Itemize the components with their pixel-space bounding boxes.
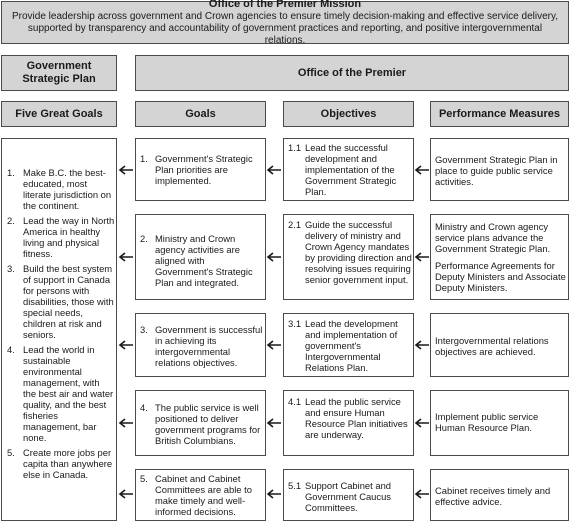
goal-number: 2. [140,233,148,244]
measure-box-3 [430,313,569,377]
arrow-left-icon [118,165,134,175]
objective-box-4 [283,390,414,456]
objective-text: Guide the successful delivery of ministry and Crown Agency mandates by providing direction and resolving issues requiring senior government input. [305,219,412,285]
goal-text: The public service is well positioned to deliver government programs for British Columbians. [155,402,261,446]
objective-number: 4.1 [288,396,302,407]
goal-box-1 [135,138,266,201]
objective-number: 5.1 [288,480,302,491]
goal-box-2 [135,214,266,300]
arrow-left-icon [118,418,134,428]
goal-number: 4. [140,402,148,413]
objectives-header [283,101,414,127]
five-goal-item [7,215,115,259]
objective-text: Lead the development and implementation of government's Intergovernmental Relations Plan. [305,318,398,373]
goal-text: Ministry and Crown agency activities are aligned with Government's Strategic Plan and integrated. [155,233,253,288]
five-great-goals-box [1,138,117,521]
objective-item [288,219,412,285]
objective-item [288,396,412,440]
mission-box [1,1,569,44]
five-goal-number: 1. [7,167,15,178]
goal-item [140,324,264,368]
objective-number: 1.1 [288,142,302,153]
goal-item [140,233,264,288]
strategic-plan-label: Government Strategic Plan [22,60,96,85]
office-header [135,55,569,91]
measures-header [430,101,569,127]
arrow-left-icon [118,340,134,350]
measure-text: Government Strategic Plan in place to guide public service activities. [435,154,558,187]
mission-title: Office of the Premier Mission [208,0,362,10]
objective-text: Lead the public service and ensure Human Resource Plan initiatives are underway. [305,396,408,440]
five-goal-item [7,167,115,211]
measure-box-1 [430,138,569,201]
arrow-left-icon [414,165,430,175]
arrow-left-icon [414,489,430,499]
goal-text: Cabinet and Cabinet Committees are able to make timely and well-informed decisions. [155,473,252,517]
strategic-plan-header [1,55,117,91]
five-goal-item [7,344,115,443]
arrow-left-icon [266,165,282,175]
objective-box-1 [283,138,414,201]
arrow-left-icon [266,418,282,428]
five-goal-text: Make B.C. the best-educated, most literate jurisdiction on the continent. [23,167,112,211]
measure-text: Ministry and Crown agency service plans advance the Government Strategic Plan. [435,221,551,254]
goal-text: Government is successful in achieving its intergovernmental relations objectives. [155,324,263,368]
goal-number: 1. [140,153,148,164]
objective-number: 2.1 [288,219,302,230]
five-goal-text: Create more jobs per capita than anywhere else in Canada. [23,447,113,480]
goal-item [140,473,264,517]
five-goal-item [7,447,115,480]
five-goal-number: 5. [7,447,15,458]
arrow-left-icon [266,340,282,350]
goals-label: Goals [185,107,216,120]
measure-text: Performance Agreements for Deputy Ministers and Associate Deputy Ministers. [435,260,566,293]
objective-item [288,142,412,197]
goal-number: 5. [140,473,148,484]
five-goal-text: Lead the way in North America in healthy living and physical fitness. [23,215,115,259]
objective-box-2 [283,214,414,300]
five-goal-text: Build the best system of support in Canada for persons with disabilities, those with special needs, children at risk and seniors. [23,263,114,340]
goal-number: 3. [140,324,148,335]
five-goal-number: 3. [7,263,15,274]
mission-text: Provide leadership across government and Crown agencies to ensure timely decision-making and effective service delivery, supported by transparency and accountability of government practices and reporting, and positive intergovernmental relations. [11,11,558,46]
arrow-left-icon [118,252,134,262]
measure-text: Cabinet receives timely and effective advice. [435,485,551,507]
arrow-left-icon [266,252,282,262]
goals-header [135,101,266,127]
goal-item [140,153,264,186]
objective-box-5 [283,469,414,521]
objective-text: Lead the successful development and implementation of the Government Strategic Plan. [305,142,397,197]
objective-item [288,480,412,513]
five-goal-text: Lead the world in sustainable environmental management, with the best air and water quality, and the best fisheries management, bar none. [23,344,114,443]
five-great-goals-list [7,167,115,484]
goal-text: Government's Strategic Plan priorities are implemented. [155,153,253,186]
measure-text: Intergovernmental relations objectives are achieved. [435,335,549,357]
goal-box-5 [135,469,266,521]
arrow-left-icon [266,489,282,499]
goal-box-3 [135,313,266,377]
arrow-left-icon [414,340,430,350]
arrow-left-icon [118,489,134,499]
five-goals-label: Five Great Goals [15,107,103,120]
arrow-left-icon [414,252,430,262]
five-goal-number: 4. [7,344,15,355]
office-label: Office of the Premier [297,66,407,79]
five-goal-item [7,263,115,340]
measure-text: Implement public service Human Resource Plan. [435,411,539,433]
measure-box-4 [430,390,569,456]
five-goal-number: 2. [7,215,15,226]
goal-box-4 [135,390,266,456]
objective-item [288,318,412,373]
goal-item [140,402,264,446]
measures-label: Performance Measures [438,107,561,120]
objectives-label: Objectives [320,107,377,120]
objective-number: 3.1 [288,318,302,329]
measure-box-2 [430,214,569,300]
arrow-left-icon [414,418,430,428]
objective-text: Support Cabinet and Government Caucus Committees. [305,480,392,513]
objective-box-3 [283,313,414,377]
measure-box-5 [430,469,569,521]
five-goals-header [1,101,117,127]
